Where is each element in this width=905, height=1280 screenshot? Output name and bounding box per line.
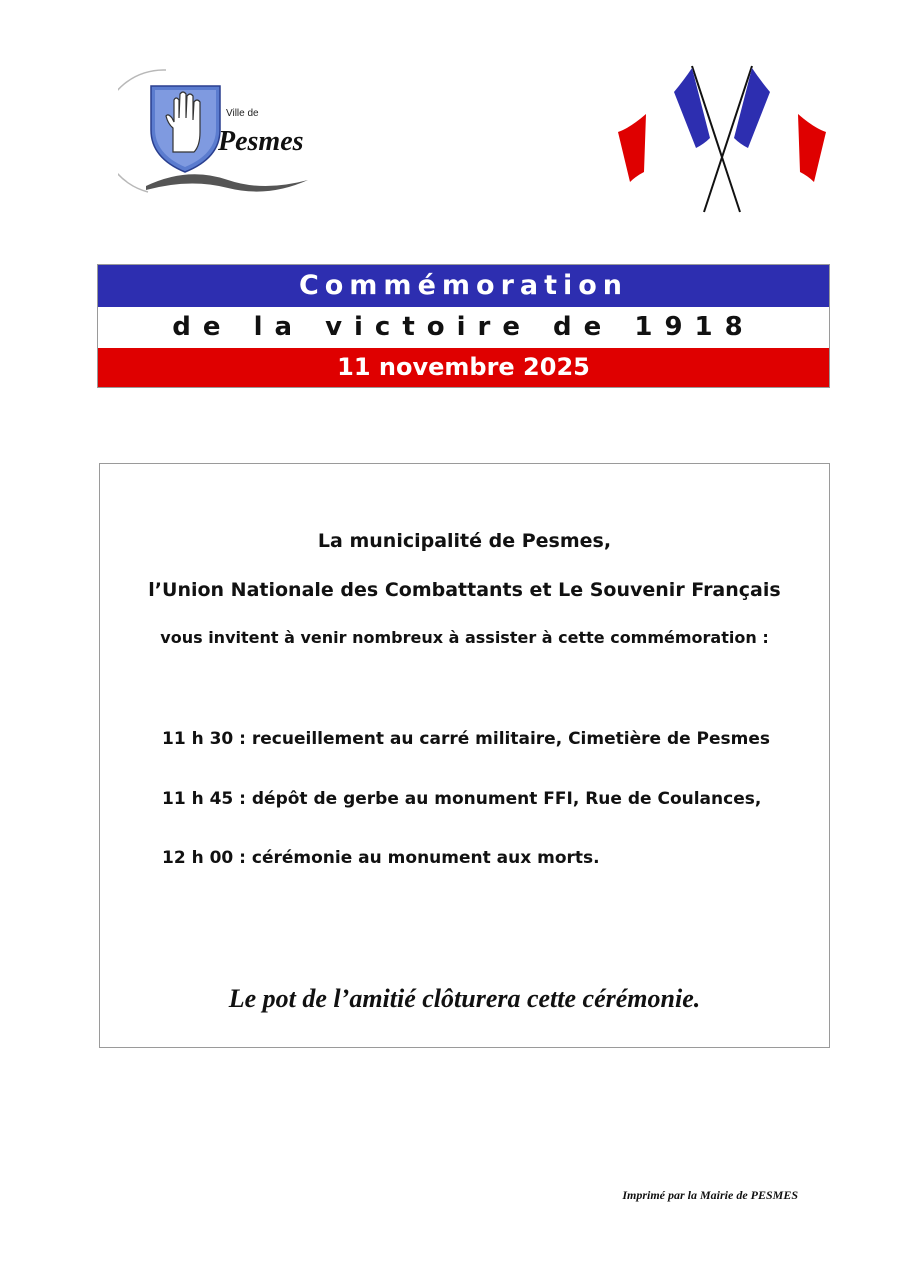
logo-town-name: Pesmes bbox=[218, 126, 304, 157]
invitation-box bbox=[99, 463, 830, 1048]
invitation-line-1: La municipalité de Pesmes, bbox=[317, 530, 612, 552]
invitation-line-3: vous invitent à venir nombreux à assister à cette commémoration : bbox=[160, 628, 769, 647]
logo-caption-small: Ville de bbox=[226, 108, 259, 119]
crossed-flags-icon bbox=[612, 52, 832, 217]
banner-date: 11 novembre 2025 bbox=[98, 348, 829, 387]
invitation-line-2: l’Union Nationale des Combattants et Le Souvenir Français bbox=[148, 579, 781, 601]
closing-note: Le pot de l’amitié clôturera cette cérémonie. bbox=[228, 984, 701, 1013]
banner-subtitle: de la victoire de 1918 bbox=[98, 307, 829, 348]
title-banner bbox=[97, 264, 830, 388]
schedule-item: 11 h 45 : dépôt de gerbe au monument FFI, Rue de Coulances, bbox=[162, 789, 762, 809]
schedule-item: 11 h 30 : recueillement au carré militaire, Cimetière de Pesmes bbox=[162, 729, 771, 749]
town-logo bbox=[118, 68, 318, 198]
banner-title: Commémoration bbox=[98, 265, 829, 307]
schedule-item: 12 h 00 : cérémonie au monument aux morts. bbox=[162, 848, 600, 868]
printer-credit: Imprimé par la Mairie de PESMES bbox=[622, 1188, 798, 1202]
